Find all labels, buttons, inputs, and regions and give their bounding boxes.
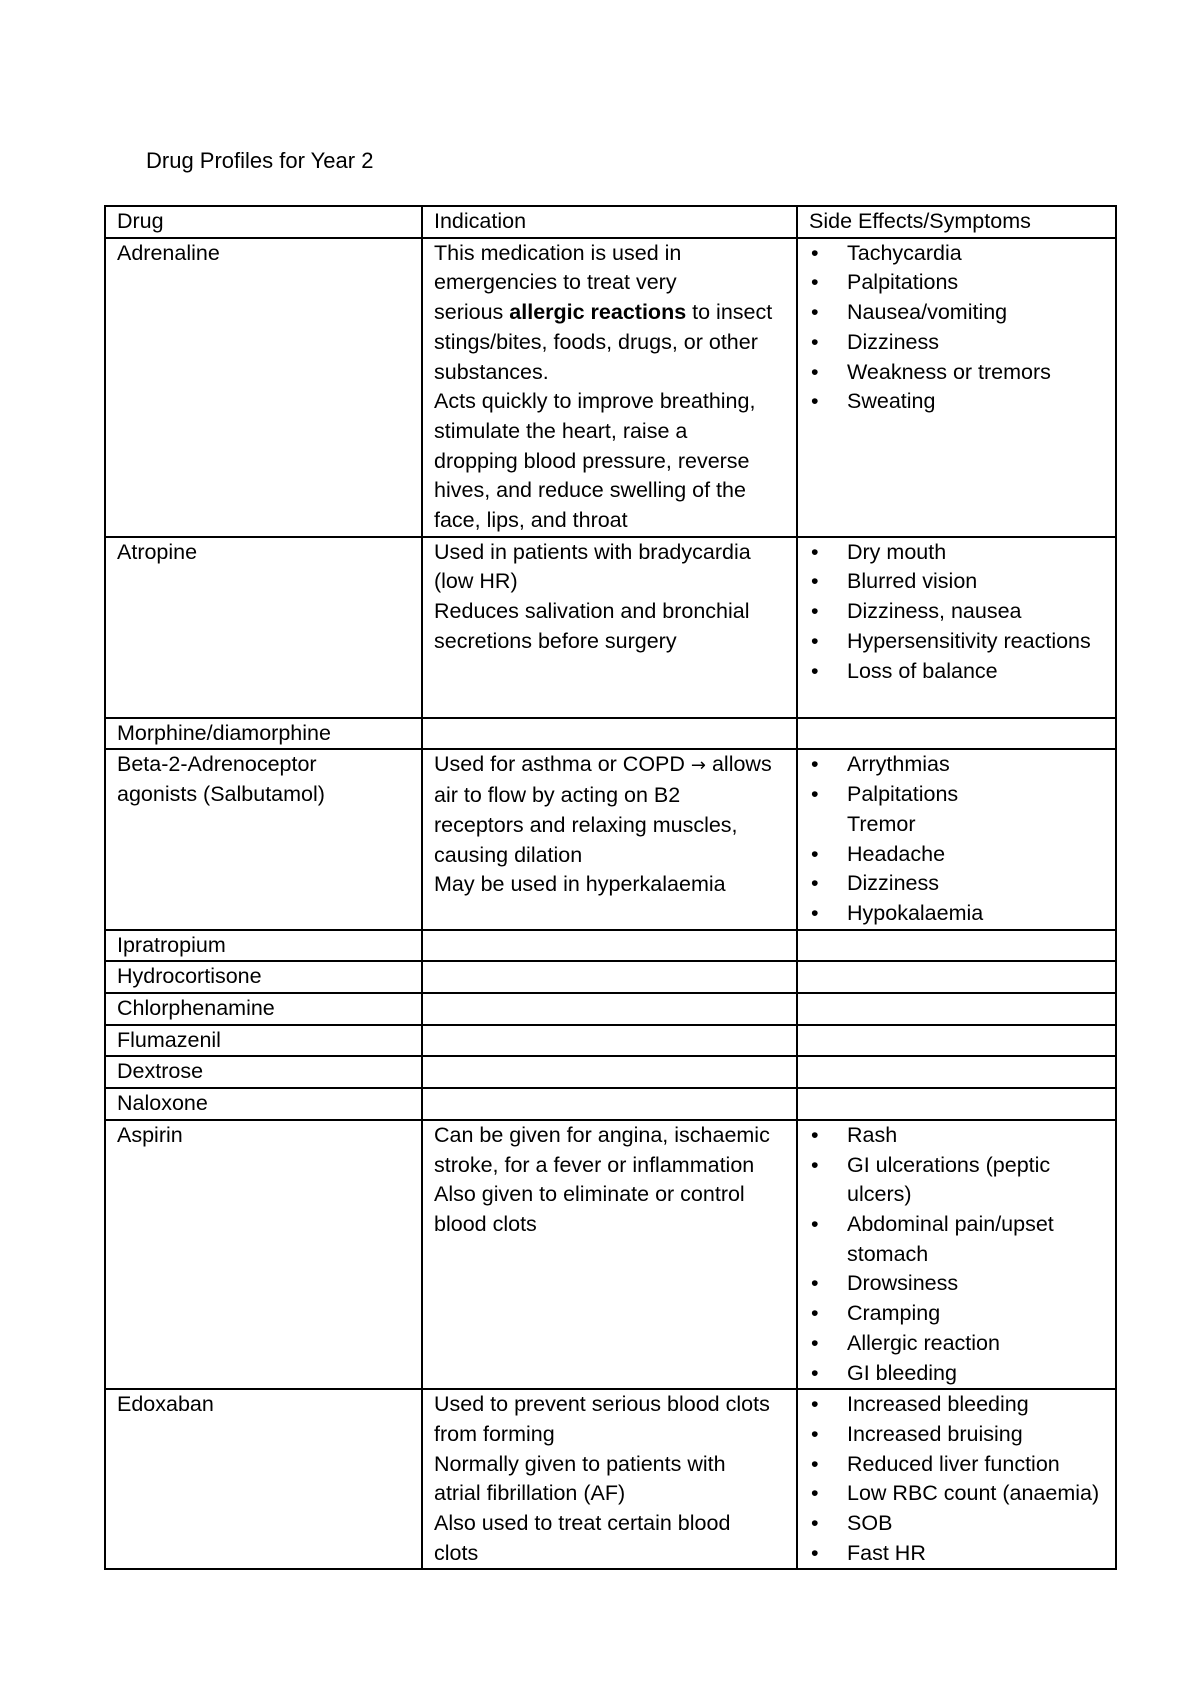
side-effect-item: • SOB [809, 1509, 1109, 1539]
side-effect-item: • Blurred vision [809, 567, 1109, 597]
drug-indication [422, 238, 797, 537]
table-row [105, 718, 1116, 750]
side-effect-item: • Increased bruising [809, 1420, 1109, 1450]
side-effect-item: • Arrythmias [809, 750, 1109, 780]
side-effect-item: • Tachycardia [809, 239, 1109, 269]
drug-side-effects [797, 749, 1116, 929]
drug-name-line: Beta-2-Adrenoceptor [117, 752, 317, 777]
side-effects-list [809, 1121, 1109, 1388]
side-effect-item: • GI bleeding [809, 1359, 1109, 1389]
document-title: Drug Profiles for Year 2 [146, 148, 374, 173]
side-effect-item: • Drowsiness [809, 1269, 1109, 1299]
side-effect-item: Tremor [847, 811, 916, 836]
side-effect-item: • Loss of balance [809, 657, 1109, 687]
side-effect-item: • Abdominal pain/upset [809, 1210, 1109, 1240]
table-row [105, 749, 1116, 929]
side-effect-item: • Rash [809, 1121, 1109, 1151]
drug-side-effects [797, 930, 1116, 962]
drug-side-effects [797, 238, 1116, 537]
drug-side-effects [797, 1389, 1116, 1569]
side-effect-item: • Hypersensitivity reactions [809, 627, 1109, 657]
side-effect-item: • Dizziness, nausea [809, 597, 1109, 627]
drug-profiles-table [104, 205, 1117, 1570]
indication-text: to insect [686, 300, 773, 325]
indication-line: dropping blood pressure, reverse [434, 448, 750, 473]
header-indication: Indication [422, 206, 797, 238]
side-effect-item: • Palpitations [809, 780, 1109, 810]
table-row [105, 993, 1116, 1025]
side-effect-item: • Sweating [809, 387, 1109, 417]
drug-name: Aspirin [105, 1120, 422, 1389]
side-effect-item: ulcers) [847, 1182, 912, 1207]
side-effect-item: • Dizziness [809, 328, 1109, 358]
side-effect-item: • Increased bleeding [809, 1390, 1109, 1420]
indication-line: substances. [434, 359, 549, 384]
indication-line: Can be given for angina, ischaemic [434, 1122, 770, 1147]
drug-indication [422, 749, 797, 929]
drug-name: Ipratropium [105, 930, 422, 962]
indication-line: blood clots [434, 1211, 537, 1236]
side-effect-item: • Cramping [809, 1299, 1109, 1329]
indication-line: Normally given to patients with [434, 1451, 726, 1476]
side-effect-item: • Palpitations [809, 268, 1109, 298]
indication-text: allows [705, 752, 772, 777]
indication-line: Also used to treat certain blood [434, 1511, 731, 1536]
drug-side-effects [797, 1120, 1116, 1389]
table-row [105, 1025, 1116, 1057]
drug-indication [422, 993, 797, 1025]
side-effect-item: • Fast HR [809, 1539, 1109, 1569]
table-row [105, 238, 1116, 537]
indication-line: emergencies to treat very [434, 270, 677, 295]
side-effect-item: • Allergic reaction [809, 1329, 1109, 1359]
side-effects-list [809, 1390, 1109, 1568]
drug-indication [422, 1120, 797, 1389]
side-effect-item: • Hypokalaemia [809, 899, 1109, 929]
table-row [105, 537, 1116, 718]
side-effects-list [809, 239, 1109, 417]
side-effect-item: • Weakness or tremors [809, 358, 1109, 388]
table-row [105, 1120, 1116, 1389]
indication-line: stroke, for a fever or inflammation [434, 1152, 755, 1177]
indication-line: May be used in hyperkalaemia [434, 872, 726, 897]
drug-name: Morphine/diamorphine [105, 718, 422, 750]
side-effect-item: • Dry mouth [809, 538, 1109, 568]
drug-indication [422, 930, 797, 962]
drug-side-effects [797, 537, 1116, 718]
table-row [105, 1389, 1116, 1569]
indication-line: Acts quickly to improve breathing, [434, 389, 756, 414]
indication-line: secretions before surgery [434, 628, 677, 653]
drug-indication [422, 1025, 797, 1057]
drug-name: Dextrose [105, 1056, 422, 1088]
drug-side-effects [797, 993, 1116, 1025]
indication-line: This medication is used in [434, 240, 682, 265]
table-row [105, 961, 1116, 993]
table-row [105, 1056, 1116, 1088]
indication-line: face, lips, and throat [434, 508, 628, 533]
side-effect-item: • Headache [809, 840, 1109, 870]
drug-name: Chlorphenamine [105, 993, 422, 1025]
indication-line: air to flow by acting on B2 [434, 783, 681, 808]
drug-indication [422, 1056, 797, 1088]
side-effect-item: stomach [847, 1241, 929, 1266]
drug-indication [422, 718, 797, 750]
header-side-effects: Side Effects/Symptoms [797, 206, 1116, 238]
drug-name: Adrenaline [105, 238, 422, 537]
drug-indication [422, 537, 797, 718]
drug-side-effects [797, 1088, 1116, 1120]
indication-emphasis: allergic reactions [509, 300, 687, 325]
drug-indication [422, 1389, 797, 1569]
drug-indication [422, 1088, 797, 1120]
indication-line [434, 298, 790, 328]
drug-name: Naloxone [105, 1088, 422, 1120]
indication-line: from forming [434, 1421, 555, 1446]
indication-line: hives, and reduce swelling of the [434, 478, 746, 503]
drug-name: Flumazenil [105, 1025, 422, 1057]
indication-line: Used in patients with bradycardia [434, 539, 751, 564]
drug-name: Atropine [105, 537, 422, 718]
side-effects-list [809, 750, 1109, 928]
side-effect-item: • GI ulcerations (peptic [809, 1151, 1109, 1181]
drug-side-effects [797, 718, 1116, 750]
indication-line: (low HR) [434, 569, 518, 594]
drug-name [105, 749, 422, 929]
indication-line: clots [434, 1540, 479, 1565]
indication-line: stimulate the heart, raise a [434, 418, 688, 443]
side-effect-item: • Low RBC count (anaemia) [809, 1479, 1109, 1509]
drug-name-line: agonists (Salbutamol) [117, 782, 325, 807]
drug-indication [422, 961, 797, 993]
indication-line: stings/bites, foods, drugs, or other [434, 329, 758, 354]
indication-line: causing dilation [434, 842, 583, 867]
drug-side-effects [797, 1056, 1116, 1088]
indication-line: Also given to eliminate or control [434, 1182, 745, 1207]
indication-line: Used to prevent serious blood clots [434, 1392, 770, 1417]
drug-side-effects [797, 1025, 1116, 1057]
table-row [105, 930, 1116, 962]
right-arrow-icon: → [690, 755, 706, 777]
drug-side-effects [797, 961, 1116, 993]
side-effect-item: • Reduced liver function [809, 1450, 1109, 1480]
indication-text: serious [434, 300, 510, 325]
table-row [105, 1088, 1116, 1120]
side-effect-item: • Dizziness [809, 869, 1109, 899]
indication-line: Reduces salivation and bronchial [434, 599, 750, 624]
indication-line [434, 750, 790, 781]
side-effects-list [809, 538, 1109, 687]
drug-name: Edoxaban [105, 1389, 422, 1569]
header-drug: Drug [105, 206, 422, 238]
indication-text: Used for asthma or COPD [434, 752, 691, 777]
side-effect-item: • Nausea/vomiting [809, 298, 1109, 328]
table-header-row [105, 206, 1116, 238]
drug-name: Hydrocortisone [105, 961, 422, 993]
indication-line: atrial fibrillation (AF) [434, 1481, 626, 1506]
indication-line: receptors and relaxing muscles, [434, 812, 738, 837]
